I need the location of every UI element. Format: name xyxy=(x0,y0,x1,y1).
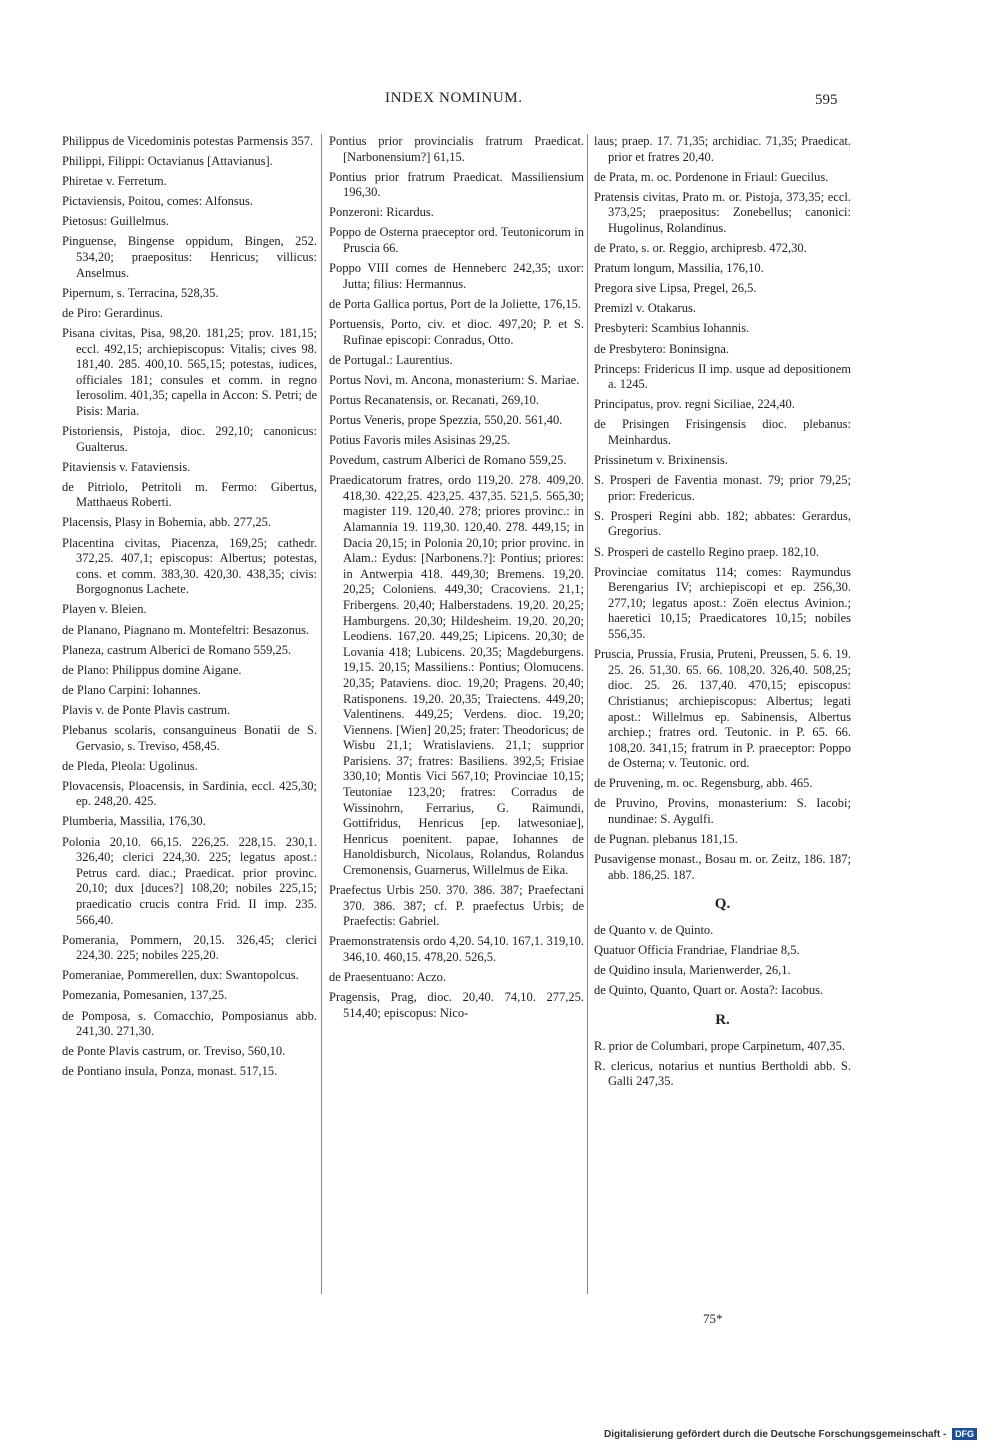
index-entry: de Pugnan. plebanus 181,15. xyxy=(594,832,738,847)
index-entry: Praefectus Urbis 250. 370. 386. 387; Praefectani 370. 386. 387; cf. P. praefectus Urbis; de Praefectis: Gabriel. xyxy=(329,883,584,929)
index-entry: Praemonstratensis ordo 4,20. 54,10. 167,1. 319,10. 346,10. 460,15. 478,20. 526,5. xyxy=(329,934,584,964)
index-entry: Provinciae comitatus 114; comes: Raymundus Berengarius IV; archiepiscopi et ep. 256,30. 277,10; legatus apost.: Zoën electus Avinion.; haeretici 10,15; Praedicatores 10,15; nobiles 556,35. xyxy=(594,564,851,642)
index-entry: Premizl v. Otakarus. xyxy=(594,301,696,316)
index-entry: Poppo de Osterna praeceptor ord. Teutonicorum in Pruscia 66. xyxy=(329,225,584,256)
index-entry: Phiretae v. Ferretum. xyxy=(62,174,167,189)
index-entry: Pisana civitas, Pisa, 98,20. 181,25; prov. 181,15; eccl. 492,15; archiepiscopus: Vitalis; cives 98. 181,40. 285. 400,10. 565,15; potestas, iudices, officiales 181; consules et comm. in regno Ierosolim. 401,35; capella in Accon: S. Petri; de Pisis: Maria. xyxy=(62,325,317,418)
footer-text: Digitalisierung gefördert durch die Deutsche Forschungsgemeinschaft - xyxy=(604,1429,947,1440)
index-entry: R. prior de Columbari, prope Carpinetum, 407,35. xyxy=(594,1038,846,1053)
index-entry: Pictaviensis, Poitou, comes: Alfonsus. xyxy=(62,194,253,209)
index-entry: de Praesentuano: Aczo. xyxy=(329,970,446,985)
index-entry: Quatuor Officia Frandriae, Flandriae 8,5. xyxy=(594,943,800,958)
index-entry: de Prata, m. oc. Pordenone in Friaul: Guecilus. xyxy=(594,169,829,184)
index-entry: Pregora sive Lipsa, Pregel, 26,5. xyxy=(594,281,757,296)
index-column-3 xyxy=(594,134,851,1094)
index-entry: Potius Favoris miles Asisinas 29,25. xyxy=(329,433,511,447)
index-entry: Portus Novi, m. Ancona, monasterium: S. Mariae. xyxy=(329,372,580,387)
index-entry: Plumberia, Massilia, 176,30. xyxy=(62,814,206,829)
index-entry: Pomerania, Pommern, 20,15. 326,45; clerici 224,30. 225; nobiles 225,20. xyxy=(62,932,317,963)
index-entry: S. Prosperi de Faventia monast. 79; prior 79,25; prior: Fredericus. xyxy=(594,473,851,503)
index-entry: Plavis v. de Ponte Plavis castrum. xyxy=(62,702,231,717)
index-entry: Povedum, castrum Alberici de Romano 559,25. xyxy=(329,453,567,468)
index-entry: de Pitriolo, Petritoli m. Fermo: Gibertus, Matthaeus Roberti. xyxy=(62,479,317,510)
index-entry: Pitaviensis v. Fataviensis. xyxy=(62,459,191,474)
index-entry: de Plano Carpini: Iohannes. xyxy=(62,682,201,697)
index-entry: de Presbytero: Boninsigna. xyxy=(594,341,730,356)
page-header xyxy=(60,90,860,114)
index-entry: Philippus de Vicedominis potestas Parmensis 357. xyxy=(62,134,314,148)
section-letter-r: R. xyxy=(715,1011,730,1028)
index-entry: Presbyteri: Scambius Iohannis. xyxy=(594,321,750,336)
index-entry: Pinguense, Bingense oppidum, Bingen, 252. 534,20; praepositus: Henricus; villicus: Anselmus. xyxy=(62,234,317,280)
section-r-entries xyxy=(594,1039,851,1090)
index-entry: Pontius prior fratrum Praedicat. Massiliensium 196,30. xyxy=(329,169,584,200)
column-divider xyxy=(321,134,322,1294)
page-title: INDEX NOMINUM. xyxy=(385,90,523,106)
index-entry: de Prisingen Frisingensis dioc. plebanus: Meinhardus. xyxy=(594,417,851,447)
index-entry: Plebanus scolaris, consanguineus Bonatii de S. Gervasio, s. Treviso, 458,45. xyxy=(62,723,317,753)
index-entry: de Portugal.: Laurentius. xyxy=(329,352,453,367)
index-entry: Principatus, prov. regni Siciliae, 224,40. xyxy=(594,397,795,412)
column-3-entries xyxy=(594,134,851,883)
index-entry: de Ponte Plavis castrum, or. Treviso, 560,10. xyxy=(62,1044,286,1059)
page-number: 595 xyxy=(815,92,838,108)
index-entry: Pruscia, Prussia, Frusia, Pruteni, Preussen, 5. 6. 19. 25. 26. 51,30. 65. 66. 108,20. 326,40. 508,25; dioc. 25. 26. 137,40. 470,15; episcopus: Christianus; archiepiscopus: Albertus; legati apost.: Willelmus ep. Sabinensis, Albertus archiep.; fratres ord. Teutonic. in P. 65. 66. 108,20. 341,15; fratrum in P. praeceptor: Poppo de Osterna; v. Teutonic. ord. xyxy=(594,647,851,771)
section-q-entries xyxy=(594,923,851,999)
dfg-logo[interactable]: DFG xyxy=(952,1428,977,1440)
index-entry: Placentina civitas, Piacenza, 169,25; cathedr. 372,25. 407,1; episcopus: Albertus; potestas, cons. et comm. 383,30. 420,30. 438,35; civis: Borgognonus Lachete. xyxy=(62,535,317,597)
index-entry: Plovacensis, Ploacensis, in Sardinia, eccl. 425,30; ep. 248,20. 425. xyxy=(62,778,317,809)
index-column-2 xyxy=(329,134,584,1026)
index-entry: Philippi, Filippi: Octavianus [Attavianus]. xyxy=(62,154,273,169)
index-entry: S. Prosperi de castello Regino praep. 182,10. xyxy=(594,544,819,559)
index-entry: de Planano, Piagnano m. Montefeltri: Besazonus. xyxy=(62,622,310,637)
index-entry: Pratensis civitas, Prato m. or. Pistoja, 373,35; eccl. 373,25; praepositus: Zonebellus; canonici: Hugolinus, Rolandinus. xyxy=(594,189,851,235)
index-entry: Poppo VIII comes de Henneberc 242,35; uxor: Jutta; filius: Hermannus. xyxy=(329,261,584,291)
index-entry: Pomeraniae, Pommerellen, dux: Swantopolcus. xyxy=(62,968,299,983)
index-entry: Pistoriensis, Pistoja, dioc. 292,10; canonicus: Gualterus. xyxy=(62,424,317,454)
index-entry: de Pruvino, Provins, monasterium: S. Iacobi; nundinae: S. Aygulfi. xyxy=(594,796,851,827)
index-entry: Princeps: Fridericus II imp. usque ad depositionem a. 1245. xyxy=(594,361,851,392)
index-entry: de Pruvening, m. oc. Regensburg, abb. 465. xyxy=(594,776,813,791)
index-entry: Pratum longum, Massilia, 176,10. xyxy=(594,261,764,276)
index-entry: Placensis, Plasy in Bohemia, abb. 277,25. xyxy=(62,515,272,530)
index-entry: de Quanto v. de Quinto. xyxy=(594,923,714,938)
index-column-1 xyxy=(62,134,317,1084)
index-entry: de Quidino insula, Marienwerder, 26,1. xyxy=(594,963,791,978)
signature-mark: 75* xyxy=(703,1311,723,1326)
index-entry: laus; praep. 17. 71,35; archidiac. 71,35; Praedicat. prior et fratres 20,40. xyxy=(594,134,851,164)
index-entry: Portus Veneris, prope Spezzia, 550,20. 561,40. xyxy=(329,412,563,427)
index-entry: de Plano: Philippus domine Aigane. xyxy=(62,662,242,677)
index-entry: de Pomposa, s. Comacchio, Pomposianus abb. 241,30. 271,30. xyxy=(62,1008,317,1039)
index-entry: de Piro: Gerardinus. xyxy=(62,305,164,320)
index-entry: Ponzeroni: Ricardus. xyxy=(329,205,434,220)
index-entry: Prissinetum v. Brixinensis. xyxy=(594,453,728,468)
index-entry: Pragensis, Prag, dioc. 20,40. 74,10. 277,25. 514,40; episcopus: Nico- xyxy=(329,990,584,1020)
index-entry: de Porta Gallica portus, Port de la Joliette, 176,15. xyxy=(329,296,582,311)
index-entry: Praedicatorum fratres, ordo 119,20. 278. 409,20. 418,30. 422,25. 423,25. 437,35. 521,5. 565,30; magister 119. 120,40. 278; priores provinc.: in Alamannia 19. 119,30. 120,40. 278. 449,15; in Dacia 20,15; in Polonia 20,10; prior provinc. in Alam.: Eydus: [Narbonens.?]: Pontius; priores: in Antwerpia 418. 449,30; Bremens. 19,20. 20,25; Coloniens. 449,30; Cracoviens. 21,1; Fribergens. 20,40; Halberstadens. 19,20. 20,25; Hamburgens. 20,30; Hildesheim. 19,20. 20,20; Leodiens. 167,20. 449,25; Lipicens. 20,30; de Lovania 418; Lubicens. 20,35; Magdeburgens. 19,15. 20,15; Massiliens.: Pontius; Olomucens. 20,35; Pataviens. dioc. 19,20; Pragens. 20,40; Ratisponens. 19,20. 20,35; Traiectens. 449,20; Valentinens. 449,25; Verdens. dioc. 19,20; Viennens. [Wien] 20,25; frater: Theodoricus; de Wisbu 21,1; Wratislaviens. 21,1; supprior Parisiens. 37; fratres: Basiliens. 392,5; Frisiae 330,10; Montis Vici 567,10; Provinciae 10,15; Teutoniae 123,20; fratres: Corradus de Wissinohrn, Ferrarius, G. Raimundi, Gottifridus, Henricus [ep. latwesoniae], Henricus poenitent. papae, Iohannes de Hanoldisburch, Nicolaus, Rolandus, Rolandus Cremonensis, Guarnerus, Willelmus de Eika. xyxy=(329,473,584,878)
index-entry: Pietosus: Guillelmus. xyxy=(62,214,169,229)
index-entry: Portus Recanatensis, or. Recanati, 269,10. xyxy=(329,392,540,407)
index-entry: Planeza, castrum Alberici de Romano 559,25. xyxy=(62,642,292,657)
index-entry: de Prato, s. or. Reggio, archipresb. 472,30. xyxy=(594,241,807,256)
index-entry: Portuensis, Porto, civ. et dioc. 497,20; P. et S. Rufinae episcopi: Conradus, Otto. xyxy=(329,316,584,347)
section-letter-q: Q. xyxy=(714,896,731,913)
index-entry: de Pontiano insula, Ponza, monast. 517,15. xyxy=(62,1064,278,1079)
index-entry: R. clericus, notarius et nuntius Bertholdi abb. S. Galli 247,35. xyxy=(594,1058,851,1089)
column-divider xyxy=(587,134,588,1294)
index-entry: S. Prosperi Regini abb. 182; abbates: Gerardus, Gregorius. xyxy=(594,508,851,539)
footer-credit xyxy=(604,1428,977,1440)
index-entry: Pusavigense monast., Bosau m. or. Zeitz, 186. 187; abb. 186,25. 187. xyxy=(594,852,851,882)
index-entry: Playen v. Bleien. xyxy=(62,602,147,617)
index-entry: Pipernum, s. Terracina, 528,35. xyxy=(62,285,219,300)
index-entry: de Pleda, Pleola: Ugolinus. xyxy=(62,758,198,773)
index-entry: Pontius prior provincialis fratrum Praedicat. [Narbonensium?] 61,15. xyxy=(329,134,584,164)
index-entry: Polonia 20,10. 66,15. 226,25. 228,15. 230,1. 326,40; clerici 224,30. 225; legatus apost.: Petrus card. diac.; Praedicat. prior provinc. 20,10; dux [duces?] 108,20; nobiles 225,15; praedicatio crucis contra Frid. II imp. 235. 566,40. xyxy=(62,834,317,927)
index-entry: Pomezania, Pomesanien, 137,25. xyxy=(62,988,228,1003)
index-entry: de Quinto, Quanto, Quart or. Aosta?: Iacobus. xyxy=(594,983,824,998)
